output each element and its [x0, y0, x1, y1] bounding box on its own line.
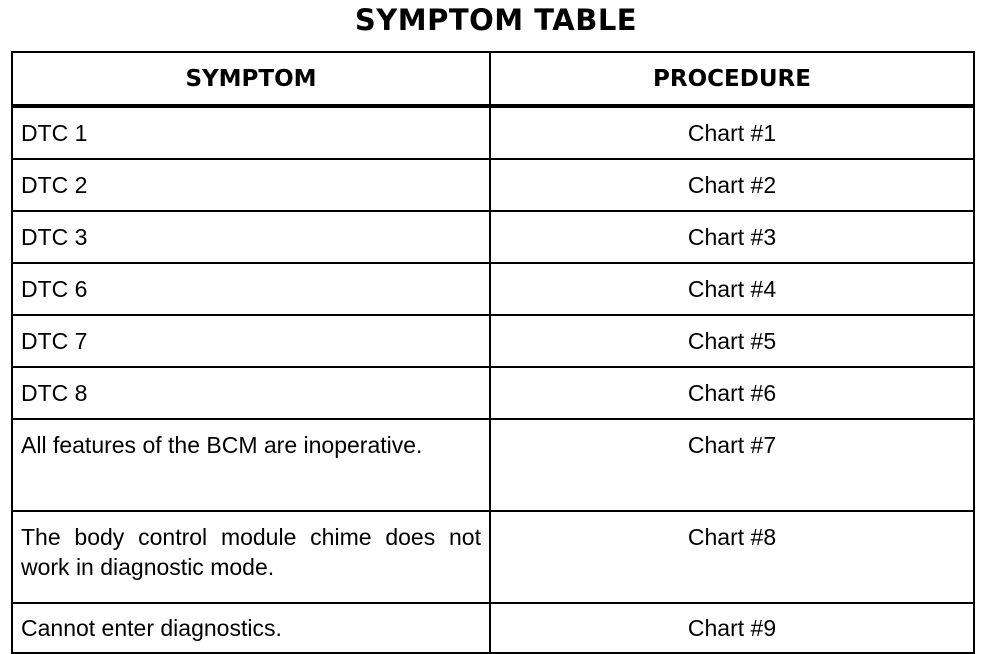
- procedure-cell: Chart #3: [490, 211, 974, 263]
- symptom-cell: All features of the BCM are inoperative.: [12, 419, 490, 511]
- table-row: [12, 511, 974, 603]
- table-row: [12, 419, 974, 511]
- column-header-symptom: SYMPTOM: [12, 52, 490, 106]
- procedure-cell: Chart #4: [490, 263, 974, 315]
- procedure-cell: Chart #1: [490, 106, 974, 159]
- symptom-cell: DTC 6: [12, 263, 490, 315]
- procedure-cell: Chart #9: [490, 603, 974, 653]
- procedure-cell: Chart #8: [490, 511, 974, 603]
- symptom-cell: DTC 7: [12, 315, 490, 367]
- column-header-procedure: PROCEDURE: [490, 52, 974, 106]
- procedure-cell: Chart #7: [490, 419, 974, 511]
- procedure-cell: Chart #6: [490, 367, 974, 419]
- symptom-cell: DTC 3: [12, 211, 490, 263]
- table-row: [12, 603, 974, 653]
- symptom-cell: DTC 1: [12, 106, 490, 159]
- page-title: SYMPTOM TABLE: [354, 3, 638, 37]
- procedure-cell: Chart #2: [490, 159, 974, 211]
- symptom-cell: DTC 2: [12, 159, 490, 211]
- table-row: [12, 263, 974, 315]
- table-row: [12, 367, 974, 419]
- symptom-table: [11, 51, 975, 654]
- procedure-cell: Chart #5: [490, 315, 974, 367]
- symptom-cell: DTC 8: [12, 367, 490, 419]
- symptom-cell: Cannot enter diagnostics.: [12, 603, 490, 653]
- table-row: [12, 106, 974, 159]
- table-row: [12, 159, 974, 211]
- table-header-row: [12, 52, 974, 106]
- table-row: [12, 211, 974, 263]
- table-row: [12, 315, 974, 367]
- symptom-cell: The body control module chime does not work in diagnostic mode.: [12, 511, 490, 603]
